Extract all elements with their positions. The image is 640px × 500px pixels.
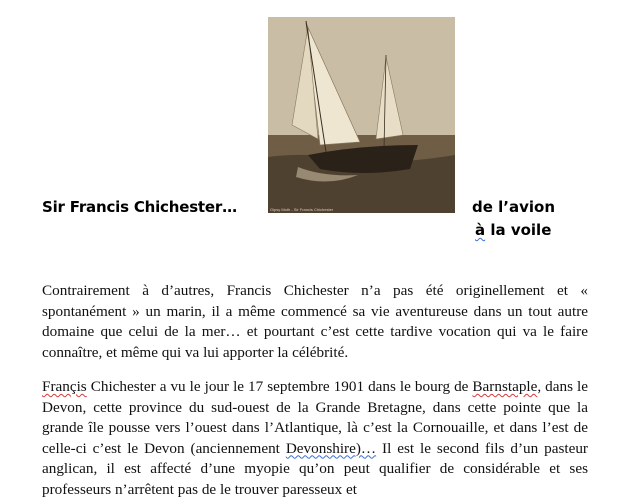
para2-text-3: Il est le second fils d’un pasteur anglican, il est affecté d’une myopie qu’on peut qualifier de considérable et ses professeurs n’arrêtent pas de le trouver paresseux et bbox=[42, 439, 588, 498]
title-word-voile: la voile bbox=[485, 221, 552, 239]
para2-text-1: Chichester a vu le jour le 17 septembre 1901 dans le bourg de bbox=[86, 378, 473, 395]
sailboat-photo bbox=[268, 17, 455, 213]
para2-text-2: , dans le Devon, cette province du sud-ouest de la Grande Bretagne, dans cette pointe que la grande île pousse vers l’ouest dans l’Atlantique, là c’est la Cornouaille, et dans l’est de celle-ci c’est le Devon (anciennement bbox=[42, 378, 588, 457]
word-francis: Françis bbox=[42, 378, 87, 395]
title-word-a: à bbox=[475, 221, 486, 239]
photo-caption: Gipsy Moth - Sir Francis Chichester bbox=[270, 207, 334, 212]
title-name: Sir Francis Chichester… bbox=[42, 198, 237, 216]
title-subtitle-line1: de l’avion bbox=[472, 198, 555, 216]
word-devonshire: Devonshire)… bbox=[285, 439, 377, 457]
word-barnstaple: Barnstaple bbox=[472, 378, 538, 395]
paragraph-biography bbox=[42, 377, 588, 500]
paragraph-intro: Contrairement à d’autres, Francis Chichester n’a pas été originellement et « spontanément » un marin, il a même commencé sa vie aventureuse dans un tout autre domaine que celui de la mer… et pourtant c’est cette tardive vocation qui va le faire connaître, et même qui va lui apporter la célébrité. bbox=[42, 282, 588, 361]
sailboat-illustration bbox=[268, 17, 455, 213]
title-subtitle-line2 bbox=[475, 221, 551, 239]
